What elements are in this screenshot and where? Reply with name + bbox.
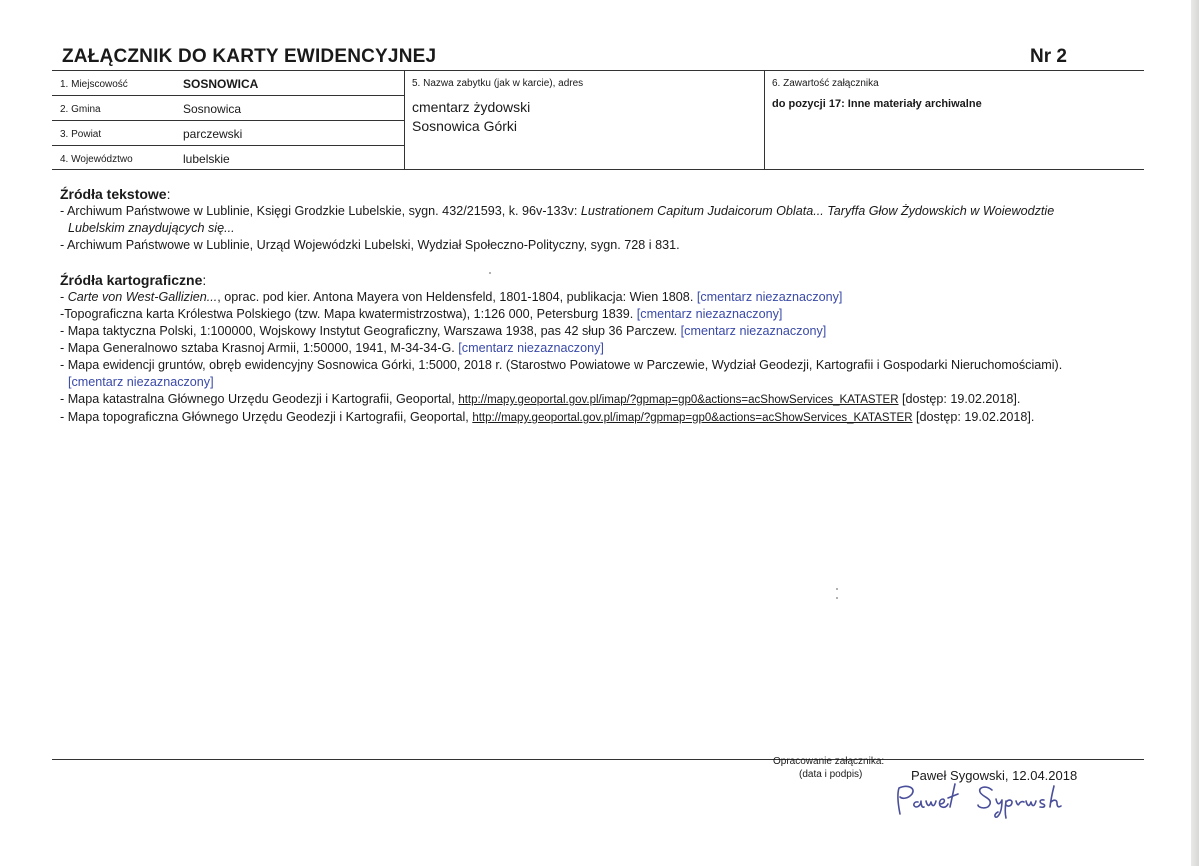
scan-speck xyxy=(836,588,838,590)
column-divider xyxy=(404,71,405,169)
page-edge xyxy=(1191,0,1199,866)
handwritten-signature xyxy=(888,780,1114,820)
field-row-powiat xyxy=(52,121,404,146)
map-source-item: - Mapa taktyczna Polski, 1:100000, Wojskowy Instytut Geograficzny, Warszawa 1938, pas 42 słup 36 Parczew. [cmentarz niezaznaczony] xyxy=(60,324,827,338)
map-source-item: - Carte von West-Gallizien..., oprac. pod kier. Antona Mayera von Heldensfeld, 1801-1804, publikacja: Wien 1808. [cmentarz niezaznaczony] xyxy=(60,290,843,304)
field-row-miejscowosc xyxy=(52,71,404,96)
field-value-zawartosc: do pozycji 17: Inne materiały archiwalne xyxy=(772,98,982,110)
status-note: [cmentarz niezaznaczony] xyxy=(693,290,843,304)
map-source-item: - Mapa katastralna Głównego Urzędu Geodezji i Kartografii, Geoportal, http://mapy.geoportal.gov.pl/imap/?gpmap=gp0&actions=acShowServices_KATASTER [dostęp: 19.02.2018]. xyxy=(60,392,1021,406)
map-source-item: - Mapa topograficzna Głównego Urzędu Geodezji i Kartografii, Geoportal, http://mapy.geoportal.gov.pl/imap/?gpmap=gp0&actions=acShowServices_KATASTER [dostęp: 19.02.2018]. xyxy=(60,410,1035,424)
column-divider xyxy=(764,71,765,169)
map-source-item: - Mapa Generalnowo sztaba Krasnoj Armii, 1:50000, 1941, M-34-34-G. [cmentarz niezaznaczony] xyxy=(60,341,604,355)
status-note: [cmentarz niezaznaczony] xyxy=(677,324,827,338)
source-item: - Archiwum Państwowe w Lublinie, Urząd Wojewódzki Lubelski, Wydział Społeczno-Polityczny, sygn. 728 i 831. xyxy=(60,238,680,252)
field-value: lubelskie xyxy=(183,152,230,166)
section-heading-textual: Źródła tekstowe: xyxy=(60,186,171,202)
field-value: SOSNOWICA xyxy=(183,77,259,91)
document-body xyxy=(60,186,1140,427)
field-value: Sosnowica xyxy=(183,102,242,116)
attachment-number: Nr 2 xyxy=(1030,46,1067,67)
header-table xyxy=(52,70,1144,170)
scan-speck xyxy=(489,272,491,274)
footer-divider xyxy=(52,759,1144,760)
monument-address: Sosnowica Górki xyxy=(412,118,518,134)
field-value: parczewski xyxy=(183,127,243,141)
prepared-by-label: Opracowanie załącznika: xyxy=(773,756,885,767)
monument-name: cmentarz żydowski xyxy=(412,99,531,115)
geoportal-link[interactable]: http://mapy.geoportal.gov.pl/imap/?gpmap=gp0&actions=acShowServices_KATASTER xyxy=(458,394,899,406)
field-label-zawartosc: 6. Zawartość załącznika xyxy=(772,78,879,89)
field-label-nazwa: 5. Nazwa zabytku (jak w karcie), adres xyxy=(412,78,584,89)
map-source-item: -Topograficzna karta Królestwa Polskiego (tzw. Mapa kwatermistrzostwa), 1:126 000, Petersburg 1839. [cmentarz niezaznaczony] xyxy=(60,307,783,321)
field-label: 4. Województwo xyxy=(60,154,133,165)
field-label: 3. Powiat xyxy=(60,129,102,140)
date-signature-label: (data i podpis) xyxy=(799,769,863,780)
status-note: [cmentarz niezaznaczony] xyxy=(633,307,783,321)
source-item: - Archiwum Państwowe w Lublinie, Księgi Grodzkie Lubelskie, sygn. 432/21593, k. 96v-133v: Lustrationem Capitum Judaicorum Oblata... Taryffa Głow Żydowskich w Woiewodztie Lubelskim znaydujących się... xyxy=(60,204,1055,235)
field-row-wojewodztwo xyxy=(52,146,404,171)
scan-speck xyxy=(836,597,838,599)
geoportal-link[interactable]: http://mapy.geoportal.gov.pl/imap/?gpmap=gp0&actions=acShowServices_KATASTER xyxy=(472,412,913,424)
field-value-nazwa xyxy=(412,98,530,136)
status-note: [cmentarz niezaznaczony] xyxy=(68,375,214,389)
section-heading-cartographic: Źródła kartograficzne: xyxy=(60,272,207,288)
status-note: [cmentarz niezaznaczony] xyxy=(454,341,604,355)
document-title: ZAŁĄCZNIK DO KARTY EWIDENCYJNEJ xyxy=(62,46,437,67)
author-and-date: Paweł Sygowski, 12.04.2018 xyxy=(911,768,1078,783)
field-label: 2. Gmina xyxy=(60,104,101,115)
field-row-gmina xyxy=(52,96,404,121)
map-source-item: - Mapa ewidencji gruntów, obręb ewidencyjny Sosnowica Górki, 1:5000, 2018 r. (Starostwo Powiatowe w Parczewie, Wydział Geodezji, Kartografii i Gospodarki Nieruchomościami). [cmentarz niezaznaczony] xyxy=(60,358,1063,389)
field-label: 1. Miejscowość xyxy=(60,79,128,90)
